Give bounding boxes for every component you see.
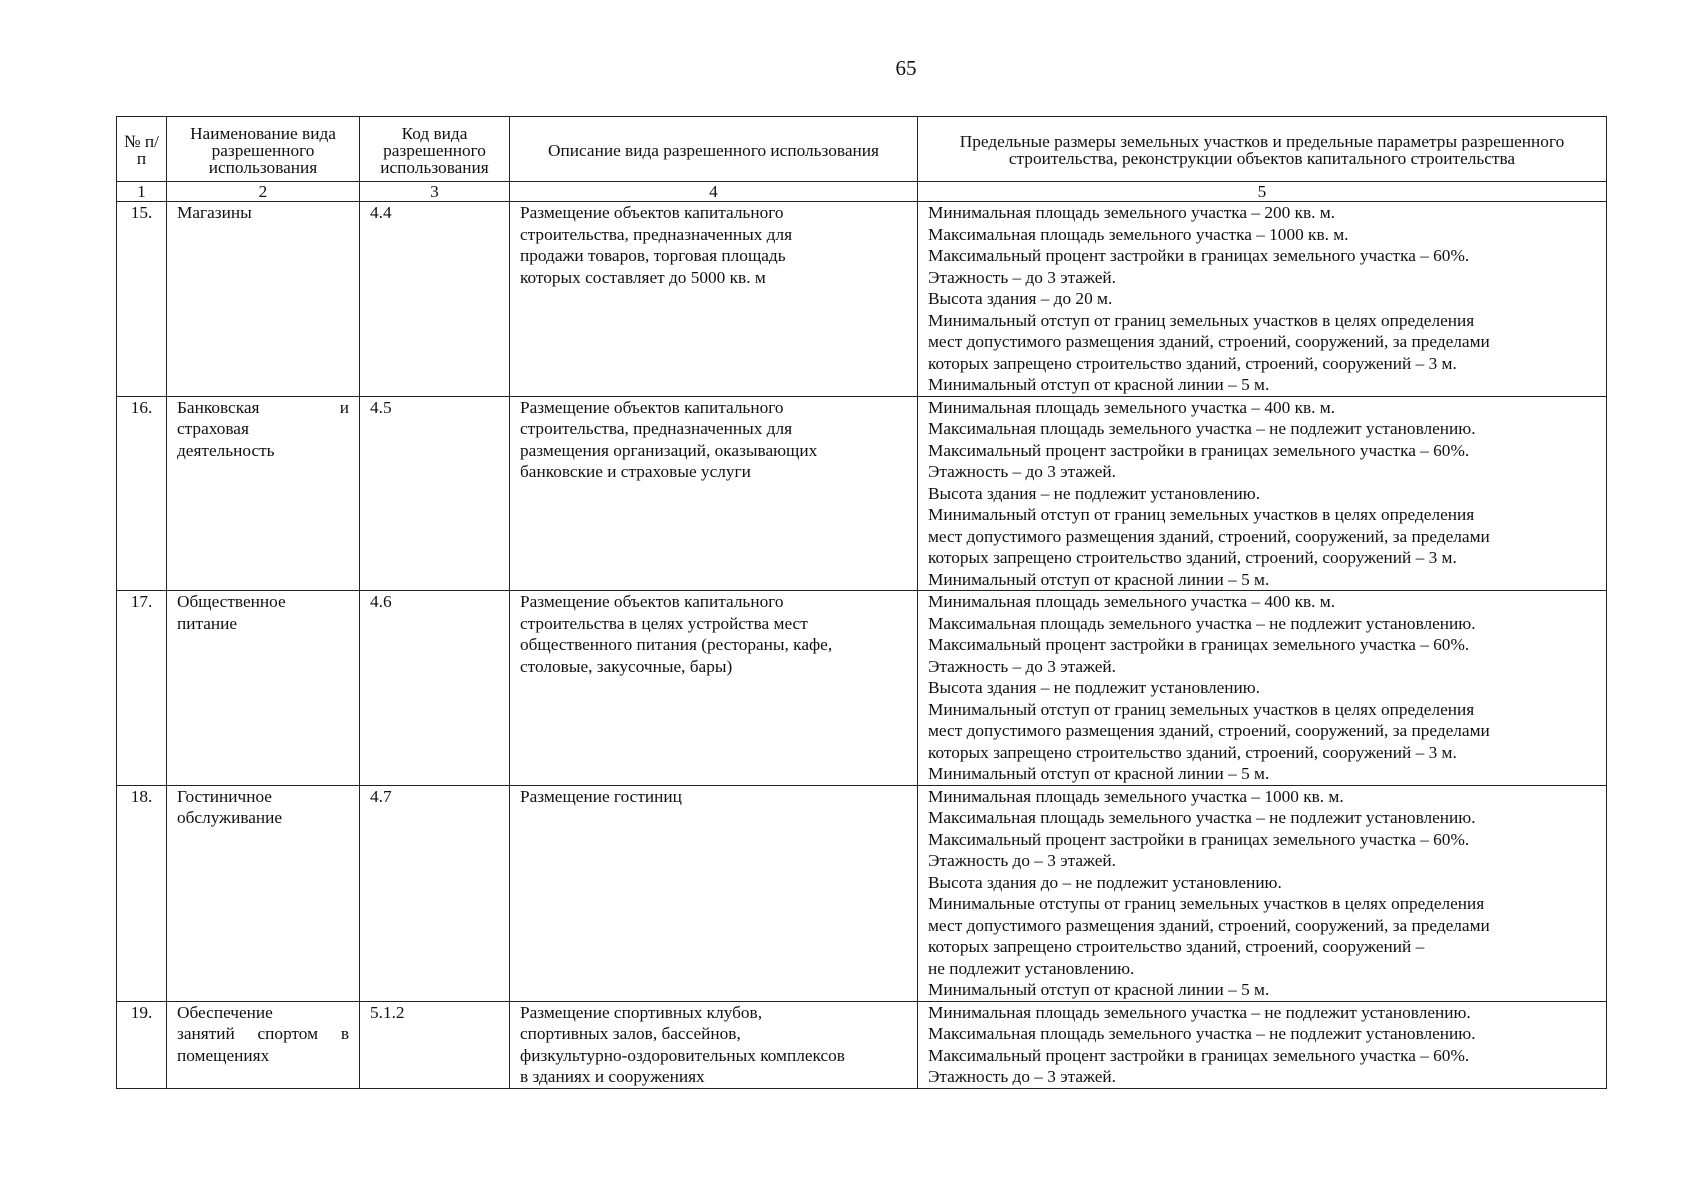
parameter-line: Максимальная площадь земельного участка – не подлежит установлению. bbox=[928, 419, 1476, 438]
description-line: банковские и страховые услуги bbox=[520, 462, 751, 481]
parameters-cell bbox=[918, 785, 1607, 1001]
land-use-table bbox=[116, 116, 1607, 1089]
table-row bbox=[117, 591, 1607, 786]
parameter-line: мест допустимого размещения зданий, строений, сооружений, за пределами bbox=[928, 721, 1490, 740]
name-line: Банковская и bbox=[177, 397, 349, 417]
name-line: Обеспечение bbox=[177, 1002, 273, 1022]
parameter-line: которых запрещено строительство зданий, строений, сооружений – 3 м. bbox=[928, 742, 1457, 762]
row-number: 17. bbox=[117, 591, 167, 786]
parameter-line: Минимальный отступ от границ земельных участков в целях определения bbox=[928, 699, 1475, 719]
parameters-cell bbox=[918, 202, 1607, 397]
use-type-description bbox=[510, 202, 918, 397]
use-type-name bbox=[167, 591, 360, 786]
parameter-line: не подлежит установлению. bbox=[928, 958, 1135, 978]
use-type-name bbox=[167, 202, 360, 397]
parameter-line: Минимальная площадь земельного участка – 400 кв. м. bbox=[928, 397, 1336, 417]
table-header-row bbox=[117, 117, 1607, 182]
parameter-line: Максимальный процент застройки в границах земельного участка – 60%. bbox=[928, 829, 1470, 849]
parameter-line: Этажность – до 3 этажей. bbox=[928, 267, 1117, 287]
description-line: общественного питания (рестораны, кафе, bbox=[520, 635, 833, 654]
parameter-line: Высота здания – до 20 м. bbox=[928, 289, 1113, 308]
use-type-name bbox=[167, 1001, 360, 1088]
parameter-line: мест допустимого размещения зданий, строений, сооружений, за пределами bbox=[928, 526, 1490, 546]
description-line: в зданиях и сооружениях bbox=[520, 1067, 705, 1086]
parameter-line: Максимальный процент застройки в границах земельного участка – 60%. bbox=[928, 246, 1470, 265]
parameter-line: Минимальная площадь земельного участка – не подлежит установлению. bbox=[928, 1002, 1471, 1022]
column-number: 5 bbox=[918, 182, 1607, 202]
description-line: которых составляет до 5000 кв. м bbox=[520, 267, 766, 287]
use-type-name bbox=[167, 785, 360, 1001]
row-number: 15. bbox=[117, 202, 167, 397]
row-number: 18. bbox=[117, 785, 167, 1001]
parameter-line: которых запрещено строительство зданий, строений, сооружений – 3 м. bbox=[928, 548, 1457, 567]
column-numbers-row bbox=[117, 182, 1607, 202]
parameter-line: Этажность – до 3 этажей. bbox=[928, 462, 1117, 481]
parameter-line: Высота здания – не подлежит установлению. bbox=[928, 483, 1261, 503]
use-type-code: 4.4 bbox=[360, 202, 510, 397]
parameter-line: Этажность – до 3 этажей. bbox=[928, 656, 1117, 676]
parameter-line: Минимальный отступ от красной линии – 5 м. bbox=[928, 764, 1270, 783]
column-number: 3 bbox=[360, 182, 510, 202]
parameter-line: Минимальный отступ от красной линии – 5 м. bbox=[928, 375, 1270, 394]
parameter-line: Максимальная площадь земельного участка – не подлежит установлению. bbox=[928, 808, 1476, 827]
page-number: 65 bbox=[895, 56, 917, 80]
parameter-line: Минимальный отступ от границ земельных участков в целях определения bbox=[928, 505, 1475, 524]
parameter-line: Этажность до – 3 этажей. bbox=[928, 1067, 1117, 1086]
table-row bbox=[117, 1001, 1607, 1088]
description-line: Размещение спортивных клубов, bbox=[520, 1002, 763, 1022]
column-number: 2 bbox=[167, 182, 360, 202]
name-line: занятий спортом в bbox=[177, 1024, 349, 1043]
table-row bbox=[117, 202, 1607, 397]
description-line: Размещение объектов капитального bbox=[520, 592, 784, 611]
description-line: Размещение объектов капитального bbox=[520, 397, 784, 417]
table-row bbox=[117, 396, 1607, 591]
row-number: 16. bbox=[117, 396, 167, 591]
parameter-line: Максимальный процент застройки в границах земельного участка – 60%. bbox=[928, 635, 1470, 654]
use-type-description bbox=[510, 591, 918, 786]
parameters-cell bbox=[918, 396, 1607, 591]
parameter-line: Минимальный отступ от красной линии – 5 м. bbox=[928, 980, 1270, 999]
description-line: строительства, предназначенных для bbox=[520, 224, 793, 244]
name-line: деятельность bbox=[177, 440, 275, 460]
parameter-line: мест допустимого размещения зданий, строений, сооружений, за пределами bbox=[928, 915, 1490, 935]
use-type-code: 4.6 bbox=[360, 591, 510, 786]
use-type-code: 4.5 bbox=[360, 396, 510, 591]
description-line: размещения организаций, оказывающих bbox=[520, 440, 818, 460]
description-line: Размещение гостиниц bbox=[520, 786, 682, 806]
name-line: Общественное bbox=[177, 592, 286, 611]
description-line: продажи товаров, торговая площадь bbox=[520, 246, 786, 265]
header-num: № п/п bbox=[117, 117, 167, 182]
row-number: 19. bbox=[117, 1001, 167, 1088]
description-line: столовые, закусочные, бары) bbox=[520, 656, 733, 676]
use-type-description bbox=[510, 1001, 918, 1088]
column-number: 1 bbox=[117, 182, 167, 202]
parameter-line: Минимальная площадь земельного участка – 200 кв. м. bbox=[928, 203, 1336, 222]
name-line: страховая bbox=[177, 419, 249, 438]
header-code: Код вида разрешенного использования bbox=[360, 117, 510, 182]
use-type-code: 4.7 bbox=[360, 785, 510, 1001]
description-line: строительства в целях устройства мест bbox=[520, 613, 808, 633]
use-type-description bbox=[510, 785, 918, 1001]
description-line: спортивных залов, бассейнов, bbox=[520, 1024, 741, 1043]
description-line: строительства, предназначенных для bbox=[520, 419, 793, 438]
name-line: обслуживание bbox=[177, 808, 283, 827]
parameter-line: Высота здания до – не подлежит установлению. bbox=[928, 872, 1282, 892]
parameter-line: Максимальная площадь земельного участка – не подлежит установлению. bbox=[928, 613, 1476, 633]
parameter-line: которых запрещено строительство зданий, строений, сооружений – bbox=[928, 937, 1425, 956]
header-params: Предельные размеры земельных участков и предельные параметры разрешенного строительства, реконструкции объектов капитального строительства bbox=[918, 117, 1607, 182]
use-type-name bbox=[167, 396, 360, 591]
header-description: Описание вида разрешенного использования bbox=[510, 117, 918, 182]
parameter-line: Минимальный отступ от красной линии – 5 м. bbox=[928, 569, 1270, 589]
parameter-line: Максимальный процент застройки в границах земельного участка – 60%. bbox=[928, 1045, 1470, 1065]
description-line: физкультурно-оздоровительных комплексов bbox=[520, 1045, 845, 1065]
use-type-code: 5.1.2 bbox=[360, 1001, 510, 1088]
header-name: Наименование вида разрешенного использования bbox=[167, 117, 360, 182]
parameters-cell bbox=[918, 591, 1607, 786]
table-row bbox=[117, 785, 1607, 1001]
parameter-line: Максимальная площадь земельного участка – не подлежит установлению. bbox=[928, 1024, 1476, 1043]
parameter-line: Минимальные отступы от границ земельных участков в целях определения bbox=[928, 894, 1485, 913]
parameter-line: Минимальный отступ от границ земельных участков в целях определения bbox=[928, 310, 1475, 330]
parameter-line: Минимальная площадь земельного участка – 1000 кв. м. bbox=[928, 786, 1344, 806]
parameter-line: Этажность до – 3 этажей. bbox=[928, 851, 1117, 870]
parameter-line: Минимальная площадь земельного участка – 400 кв. м. bbox=[928, 592, 1336, 611]
column-number: 4 bbox=[510, 182, 918, 202]
parameter-line: Максимальная площадь земельного участка – 1000 кв. м. bbox=[928, 224, 1349, 244]
parameter-line: мест допустимого размещения зданий, строений, сооружений, за пределами bbox=[928, 332, 1490, 351]
use-type-description bbox=[510, 396, 918, 591]
name-line: Гостиничное bbox=[177, 786, 272, 806]
parameter-line: Максимальный процент застройки в границах земельного участка – 60%. bbox=[928, 440, 1470, 460]
description-line: Размещение объектов капитального bbox=[520, 203, 784, 222]
name-line: питание bbox=[177, 613, 238, 633]
name-line: помещениях bbox=[177, 1045, 270, 1065]
parameter-line: которых запрещено строительство зданий, строений, сооружений – 3 м. bbox=[928, 353, 1457, 373]
parameters-cell bbox=[918, 1001, 1607, 1088]
name-line: Магазины bbox=[177, 203, 252, 222]
parameter-line: Высота здания – не подлежит установлению. bbox=[928, 678, 1261, 697]
